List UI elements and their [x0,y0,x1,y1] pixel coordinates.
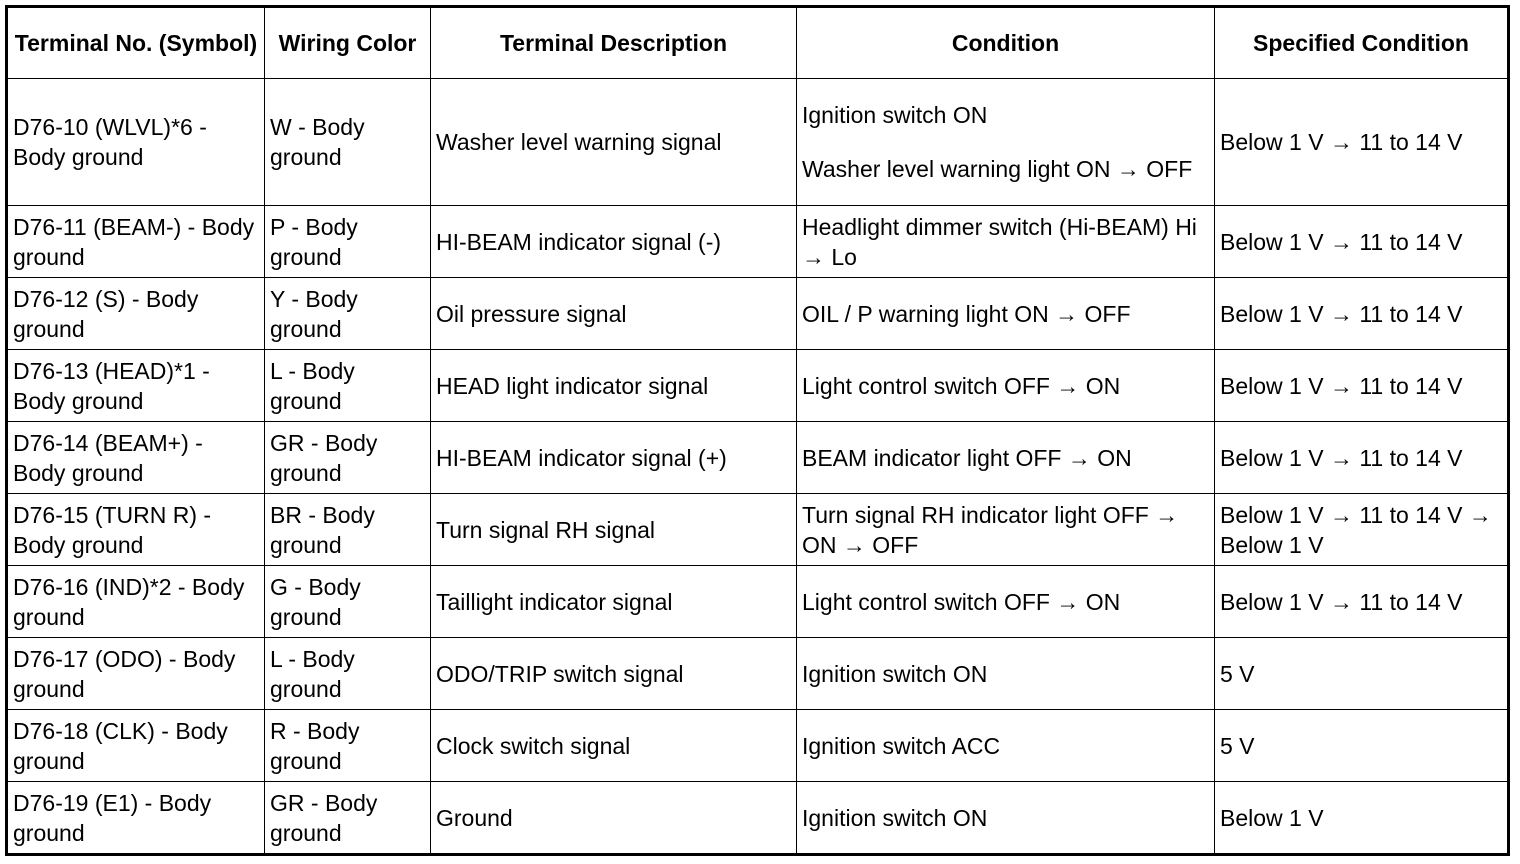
cell-wiring-color: L - Body ground [265,350,431,422]
cell-wiring-color: Y - Body ground [265,278,431,350]
header-specified-condition: Specified Condition [1215,7,1509,79]
table-row [7,710,1509,782]
table-row [7,422,1509,494]
cell-wiring-color: GR - Body ground [265,782,431,855]
cell-specified-condition: Below 1 V → 11 to 14 V [1215,79,1509,206]
cell-specified-condition: Below 1 V → 11 to 14 V [1215,206,1509,278]
cell-terminal: D76-14 (BEAM+) - Body ground [7,422,265,494]
cell-condition [797,566,1215,638]
cell-terminal: D76-11 (BEAM-) - Body ground [7,206,265,278]
table-header-row [7,7,1509,79]
cell-terminal: D76-18 (CLK) - Body ground [7,710,265,782]
header-wiring-color: Wiring Color [265,7,431,79]
table-row [7,79,1509,206]
cell-specified-condition: Below 1 V [1215,782,1509,855]
cell-condition [797,782,1215,855]
condition-line: Ignition switch ACC [802,732,1001,759]
condition-line: Washer level warning light ON → OFF [802,156,1193,182]
condition-line: Light control switch OFF → ON [802,372,1121,399]
condition-line: OIL / P warning light ON → OFF [802,300,1131,327]
cell-terminal: D76-15 (TURN R) - Body ground [7,494,265,566]
cell-wiring-color: R - Body ground [265,710,431,782]
cell-condition [797,494,1215,566]
cell-terminal: D76-12 (S) - Body ground [7,278,265,350]
table-row [7,782,1509,855]
condition-line: Headlight dimmer switch (Hi-BEAM) Hi → Lo [802,213,1197,270]
table-row [7,638,1509,710]
cell-specified-condition: Below 1 V → 11 to 14 V → Below 1 V [1215,494,1509,566]
condition-line: Turn signal RH indicator light OFF → ON → OFF [802,501,1179,558]
cell-description: ODO/TRIP switch signal [431,638,797,710]
cell-condition [797,350,1215,422]
cell-terminal: D76-13 (HEAD)*1 - Body ground [7,350,265,422]
condition-line: BEAM indicator light OFF → ON [802,444,1132,471]
cell-description: Oil pressure signal [431,278,797,350]
condition-gap [802,130,1210,154]
cell-description: Taillight indicator signal [431,566,797,638]
table-body [7,79,1509,855]
cell-condition [797,422,1215,494]
cell-condition [797,638,1215,710]
condition-line: Light control switch OFF → ON [802,588,1121,615]
condition-line: Ignition switch ON [802,804,988,831]
cell-description: Clock switch signal [431,710,797,782]
cell-specified-condition: Below 1 V → 11 to 14 V [1215,566,1509,638]
cell-description: Washer level warning signal [431,79,797,206]
cell-description: HEAD light indicator signal [431,350,797,422]
cell-wiring-color: L - Body ground [265,638,431,710]
cell-wiring-color: G - Body ground [265,566,431,638]
table-row [7,566,1509,638]
cell-terminal: D76-19 (E1) - Body ground [7,782,265,855]
table-row [7,206,1509,278]
cell-wiring-color: W - Body ground [265,79,431,206]
cell-condition [797,79,1215,206]
cell-specified-condition: Below 1 V → 11 to 14 V [1215,278,1509,350]
cell-description: Ground [431,782,797,855]
terminal-table [5,5,1510,856]
cell-terminal: D76-16 (IND)*2 - Body ground [7,566,265,638]
cell-specified-condition: Below 1 V → 11 to 14 V [1215,422,1509,494]
header-terminal-description: Terminal Description [431,7,797,79]
cell-wiring-color: P - Body ground [265,206,431,278]
cell-condition [797,278,1215,350]
table-row [7,350,1509,422]
cell-condition [797,206,1215,278]
terminal-table-container [5,5,1510,856]
table-row [7,494,1509,566]
cell-wiring-color: GR - Body ground [265,422,431,494]
header-terminal: Terminal No. (Symbol) [7,7,265,79]
cell-description: HI-BEAM indicator signal (-) [431,206,797,278]
cell-specified-condition: Below 1 V → 11 to 14 V [1215,350,1509,422]
cell-description: HI-BEAM indicator signal (+) [431,422,797,494]
cell-description: Turn signal RH signal [431,494,797,566]
cell-specified-condition: 5 V [1215,638,1509,710]
table-row [7,278,1509,350]
cell-condition [797,710,1215,782]
condition-line: Ignition switch ON [802,102,988,128]
cell-terminal: D76-10 (WLVL)*6 - Body ground [7,79,265,206]
header-condition: Condition [797,7,1215,79]
cell-wiring-color: BR - Body ground [265,494,431,566]
cell-terminal: D76-17 (ODO) - Body ground [7,638,265,710]
condition-line: Ignition switch ON [802,660,988,687]
cell-specified-condition: 5 V [1215,710,1509,782]
